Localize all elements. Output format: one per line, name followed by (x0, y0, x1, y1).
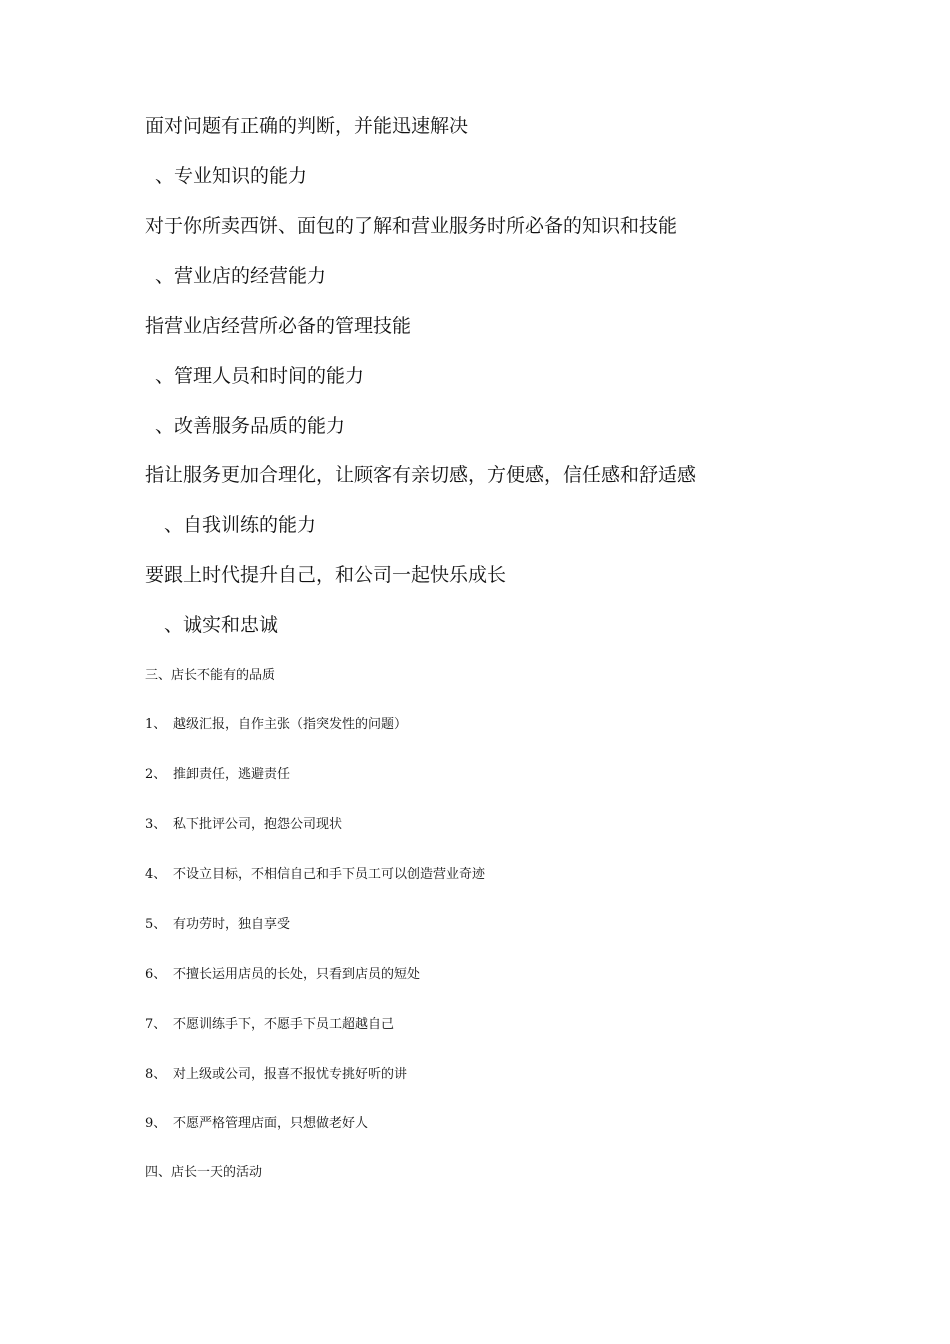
list-item-text: 对上级或公司，报喜不报忧专挑好听的讲 (173, 1067, 408, 1082)
list-item (145, 968, 420, 981)
list-item-text: 不擅长运用店员的长处，只看到店员的短处 (173, 967, 421, 982)
list-item-number: 4、 (145, 867, 167, 882)
list-item-text: 有功劳时，独自享受 (173, 917, 291, 932)
list-item-text: 不愿严格管理店面，只想做老好人 (173, 1116, 369, 1131)
list-item-number: 3、 (145, 817, 167, 832)
subheading: 、诚实和忠诚 (164, 614, 279, 636)
list-item-number: 8、 (145, 1067, 167, 1082)
subheading: 、改善服务品质的能力 (155, 415, 346, 437)
subheading: 、管理人员和时间的能力 (155, 365, 365, 387)
list-item-number: 2、 (145, 767, 167, 782)
list-item-number: 7、 (145, 1017, 167, 1032)
body-text: 对于你所卖西饼、面包的了解和营业服务时所必备的知识和技能 (145, 215, 678, 237)
list-item (145, 768, 290, 781)
list-item-text: 不设立目标，不相信自己和手下员工可以创造营业奇迹 (173, 867, 486, 882)
list-item-text: 推卸责任，逃避责任 (173, 767, 291, 782)
list-item-text: 不愿训练手下，不愿手下员工超越自己 (173, 1017, 395, 1032)
list-item-number: 5、 (145, 917, 167, 932)
subheading: 、自我训练的能力 (164, 514, 317, 536)
list-item (145, 918, 290, 931)
section-heading: 四、店长一天的活动 (145, 1165, 263, 1180)
subheading: 、营业店的经营能力 (155, 265, 327, 287)
list-item (145, 718, 407, 731)
list-item (145, 1018, 394, 1031)
subheading: 、专业知识的能力 (155, 165, 308, 187)
list-item (145, 868, 485, 881)
list-item (145, 818, 342, 831)
body-text: 要跟上时代提升自己，和公司一起快乐成长 (145, 564, 507, 586)
list-item-text: 越级汇报，自作主张（指突发性的问题） (173, 717, 408, 732)
list-item (145, 1117, 368, 1130)
body-text: 指让服务更加合理化，让顾客有亲切感，方便感，信任感和舒适感 (145, 464, 697, 486)
section-heading: 三、店长不能有的品质 (145, 668, 276, 683)
list-item-number: 6、 (145, 967, 167, 982)
list-item-text: 私下批评公司，抱怨公司现状 (173, 817, 343, 832)
list-item (145, 1068, 407, 1081)
body-text: 面对问题有正确的判断，并能迅速解决 (145, 115, 469, 137)
list-item-number: 1、 (145, 717, 167, 732)
list-item-number: 9、 (145, 1116, 167, 1131)
body-text: 指营业店经营所必备的管理技能 (145, 315, 412, 337)
